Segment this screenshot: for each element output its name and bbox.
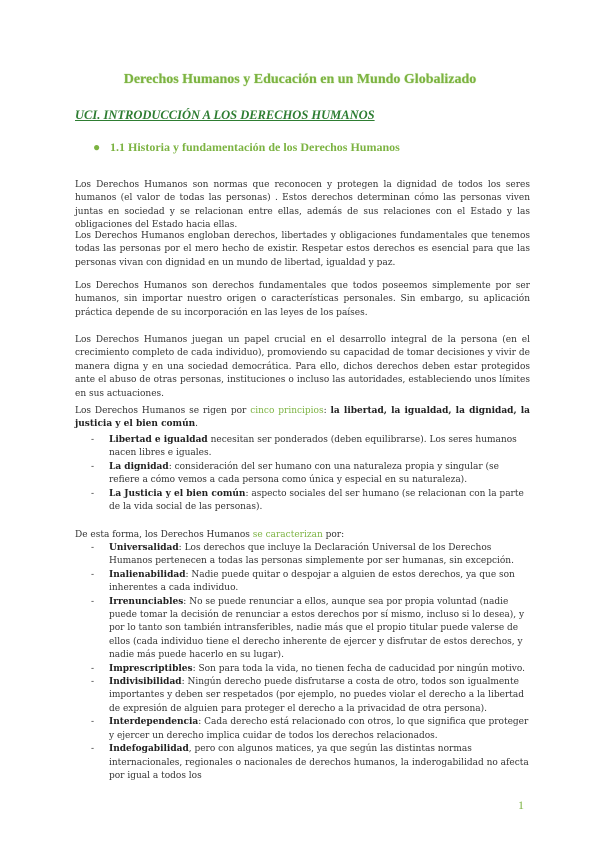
characteristics-list (75, 542, 530, 783)
list-item-text: , pero con algunos matices, ya que según las distintas normas internacionales, regionales o nacionales de derechos humanos, la inderogabilidad no afecta por igual a todos los (109, 744, 529, 781)
list-item-term: Universalidad (109, 543, 179, 553)
dash-marker: - (91, 543, 95, 553)
dash-marker: - (91, 717, 95, 728)
dash-marker: - (91, 461, 95, 472)
dash-marker: - (91, 596, 95, 607)
list-item-term: Indivisibilidad (109, 677, 182, 688)
paragraph-5 (75, 405, 530, 432)
bullet-icon: ● (93, 140, 101, 154)
list-item-term: Imprescriptibles (109, 663, 193, 674)
paragraph-3: Los Derechos Humanos son derechos fundamentales que todos poseemos simplemente por ser humanos, sin importar nuestro origen o características personales. Sin embargo, su aplicación práctica depende de su incorporación en las leyes de los países. (75, 281, 530, 318)
list-item (75, 676, 530, 716)
paragraph-5-lead: Los Derechos Humanos se rigen por (75, 406, 251, 416)
list-item-term: La dignidad (109, 461, 169, 472)
principles-list (75, 434, 530, 514)
paragraph-4: Los Derechos Humanos juegan un papel crucial en el desarrollo integral de la persona (en el crecimiento completo de cada individuo), promoviendo su capacidad de tomar decisiones y vivir de manera digna y en una sociedad democrática. Para ello, dichos derechos deben estar protegidos ante el abuso de otras personas, instituciones o incluso las autoridades, estableciendo unos límites en sus actuaciones. (75, 335, 530, 399)
highlight-cinco-principios: cinco principios (250, 406, 324, 416)
characteristics-intro-end: por: (322, 530, 345, 540)
list-item (75, 569, 530, 596)
dash-marker: - (91, 744, 95, 755)
paragraph-1: Los Derechos Humanos son normas que reconocen y protegen la dignidad de todos los seres humanos (el valor de todas las personas) . Estos derechos determinan cómo las personas viven juntas en sociedad y se relacionan entre ellas, además de sus relaciones con el Estado y las obligaciones del Estado hacia ellas. (75, 180, 530, 231)
principles-bold: la libertad, la igualdad, la dignidad, la justicia y el bien común (75, 406, 531, 430)
dash-marker: - (91, 663, 95, 674)
list-item (75, 488, 530, 515)
unit-heading: UCI. INTRODUCCIÓN A LOS DERECHOS HUMANOS (75, 108, 375, 122)
list-item-term: Indefogabilidad (109, 744, 189, 755)
paragraph-5-end: . (195, 419, 199, 430)
list-item-term: Interdependencia (109, 717, 199, 728)
list-item-text: : Son para toda la vida, no tienen fecha de caducidad por ningún motivo. (192, 663, 525, 674)
section-heading-text: 1.1 Historia y fundamentación de los Derechos Humanos (110, 140, 400, 154)
dash-marker: - (91, 569, 95, 580)
document-title: Derechos Humanos y Educación en un Mundo Globalizado (123, 72, 477, 87)
dash-marker: - (91, 677, 95, 688)
list-item (75, 743, 530, 783)
list-item-text: : consideración del ser humano con una naturaleza propia y singular (se refiere a cómo vemos a cada persona como única y especial en su naturaleza). (109, 461, 499, 486)
list-item (75, 542, 530, 569)
list-item (75, 461, 530, 488)
list-item (75, 434, 530, 461)
paragraph-5-colon: : (323, 406, 331, 416)
list-item (75, 663, 530, 676)
list-item-text: : Cada derecho está relacionado con otros, lo que significa que proteger y ejercer un derecho implica cuidar de todos los derechos relacionados. (109, 717, 529, 741)
list-item-text: necesitan ser ponderados (deben equilibrarse). Los seres humanos nacen libres e iguales. (109, 435, 517, 459)
dash-marker: - (91, 435, 95, 445)
characteristics-intro (75, 529, 344, 542)
list-item-text: : aspecto sociales del ser humano (se relacionan con la parte de la vida social de las personas). (109, 488, 524, 513)
list-item-text: : Nadie puede quitar o despojar a alguien de estos derechos, ya que son inherentes a cada individuo. (109, 569, 515, 594)
list-item (75, 596, 530, 663)
highlight-se-caracterizan: se caracterizan (252, 530, 323, 540)
list-item-term: La Justicia y el bien común (109, 488, 246, 499)
section-heading (93, 140, 400, 155)
list-item-term: Irrenunciables (109, 596, 184, 607)
list-item-term: Libertad e igualdad (109, 435, 208, 445)
paragraph-2: Los Derechos Humanos engloban derechos, libertades y obligaciones fundamentales que tenemos todas las personas por el mero hecho de existir. Respetar estos derechos es esencial para que las personas vivan con dignidad en un mundo de libertad, igualdad y paz. (75, 231, 530, 268)
page-number: 1 (518, 798, 524, 812)
list-item-text: : Los derechos que incluye la Declaración Universal de los Derechos Humanos pertenecen a todas las personas simplemente por ser humanas, sin excepción. (109, 543, 514, 567)
characteristics-intro-lead: De esta forma, los Derechos Humanos (75, 530, 253, 540)
list-item-text: : No se puede renunciar a ellos, aunque sea por propia voluntad (nadie puede tomar la decisión de renunciar a estos derechos por sí mismo, incluso si lo desea), y por lo tanto son también intransferibles, nadie más que el propio titular puede valerse de ellos (cada individuo tiene el derecho inherente de ejercer y disfrutar de estos derechos, y nadie más puede hacerlo en su lugar). (109, 596, 525, 661)
list-item-text: : Ningún derecho puede disfrutarse a costa de otro, todos son igualmente importantes y deben ser respetados (por ejemplo, no puedes violar el derecho a la libertad de expresión de alguien para proteger el derecho a la privacidad de otra persona). (109, 677, 525, 714)
list-item (75, 716, 530, 743)
dash-marker: - (91, 488, 95, 499)
list-item-term: Inalienabilidad (109, 569, 186, 580)
